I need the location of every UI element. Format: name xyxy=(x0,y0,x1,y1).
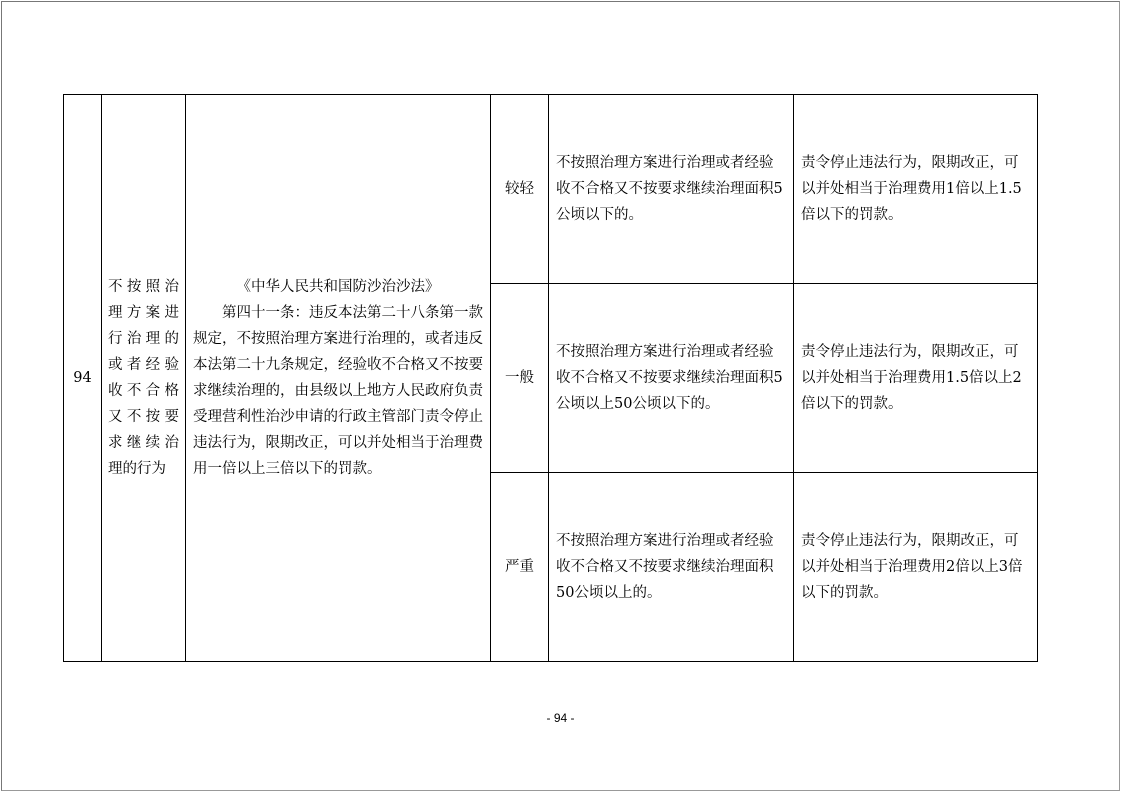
penalty-text: 责令停止违法行为，限期改正，可以并处相当于治理费用1倍以上1.5倍以下的罚款。 xyxy=(801,155,1022,223)
legal-basis xyxy=(186,95,491,662)
row-number: 94 xyxy=(64,95,102,662)
violation-circumstance xyxy=(549,473,794,662)
penalty-standard xyxy=(794,284,1038,473)
table-row xyxy=(64,95,1038,284)
law-article-text: 第四十一条：违反本法第二十八条第一款规定，不按照治理方案进行治理的，或者违反本法第二十九条规定，经验收不合格又不按要求继续治理的，由县级以上地方人民政府负责受理营利性治沙申请的行政主管部门责令停止违法行为，限期改正，可以并处相当于治理费用一倍以上三倍以下的罚款。 xyxy=(193,305,483,477)
penalty-text: 责令停止违法行为，限期改正，可以并处相当于治理费用1.5倍以上2倍以下的罚款。 xyxy=(801,344,1022,412)
circumstance-text: 不按照治理方案进行治理或者经验收不合格又不按要求继续治理面积5公顷以下的。 xyxy=(556,155,783,223)
violation-act: 不按照治理方案进行治理的或者经验收不合格又不按要求继续治理的行为 xyxy=(102,95,186,662)
law-title: 《中华人民共和国防沙治沙法》 xyxy=(236,279,440,295)
penalty-standard xyxy=(794,95,1038,284)
severity-level: 严重 xyxy=(491,473,549,662)
circumstance-text: 不按照治理方案进行治理或者经验收不合格又不按要求继续治理面积50公顷以上的。 xyxy=(556,533,774,601)
page-number: - 94 - xyxy=(546,711,575,725)
severity-level: 较轻 xyxy=(491,95,549,284)
penalty-text: 责令停止违法行为，限期改正，可以并处相当于治理费用2倍以上3倍以下的罚款。 xyxy=(801,533,1023,601)
circumstance-text: 不按照治理方案进行治理或者经验收不合格又不按要求继续治理面积5公顷以上50公顷以下的。 xyxy=(556,344,783,412)
violation-circumstance xyxy=(549,284,794,473)
severity-level: 一般 xyxy=(491,284,549,473)
penalty-standard xyxy=(794,473,1038,662)
violation-circumstance xyxy=(549,95,794,284)
penalty-standard-table xyxy=(63,94,1038,662)
